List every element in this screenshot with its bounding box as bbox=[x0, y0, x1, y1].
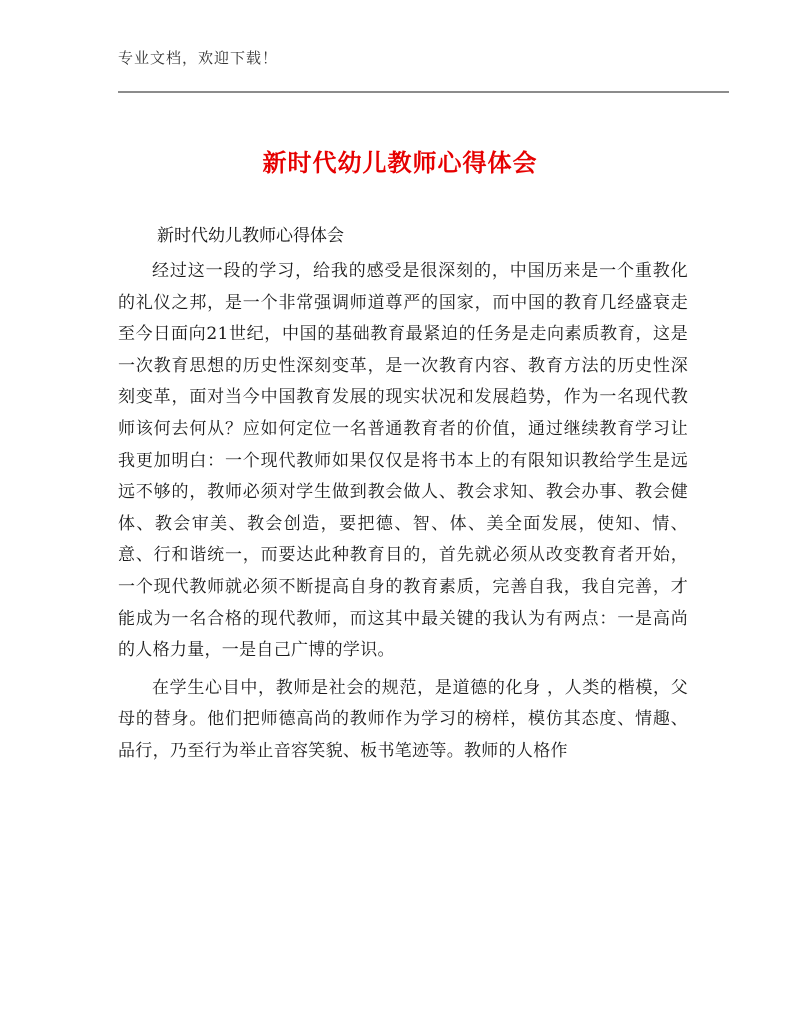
page-header-text: 专业文档，欢迎下载！ bbox=[118, 49, 279, 67]
document-title: 新时代幼儿教师心得体会 bbox=[262, 149, 538, 177]
paragraph: 在学生心目中，教师是社会的规范，是道德的化身 ，人类的楷模，父母的替身。他们把师德高尚的教师作为学习的榜样，模仿其态度、情趣、品行，乃至行为举止音容笑貌、板书笔迹等。教师的人格作 bbox=[118, 677, 688, 761]
paragraph: 经过这一段的学习，给我的感受是很深刻的，中国历来是一个重教化的礼仪之邦，是一个非常强调师道尊严的国家，而中国的教育几经盛衰走至今日面向21世纪，中国的基础教育最紧迫的任务是走向素质教育，这是一次教育思想的历史性深刻变革，是一次教育内容、教育方法的历史性深刻变革，面对当今中国教育发展的现实状况和发展趋势，作为一名现代教师该何去何从？应如何定位一名普通教育者的价值，通过继续教育学习让我更加明白：一个现代教师如果仅仅是将书本上的有限知识教给学生是远远不够的，教师必须对学生做到教会做人、教会求知、教会办事、教会健体、教会审美、教会创造，要把德、智、体、美全面发展，使知、情、意、行和谐统一，而要达此种教育目的，首先就必须从改变教育者开始，一个现代教师就必须不断提高自身的教育素质，完善自我，我自完善，才能成为一名合格的现代教师，而这其中最关键的我认为有两点：一是高尚 的人格力量，一是自己广博的学识。 bbox=[118, 261, 688, 661]
header-divider bbox=[118, 91, 729, 93]
document-subtitle: 新时代幼儿教师心得体会 bbox=[157, 226, 344, 246]
document-body bbox=[118, 256, 688, 774]
